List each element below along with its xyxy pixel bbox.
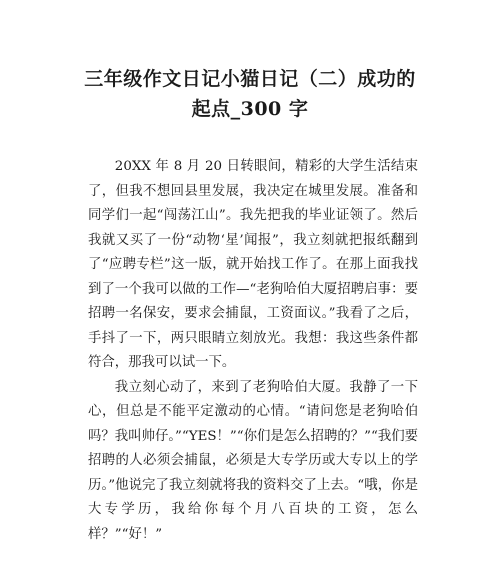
paragraph: 我立刻心动了，来到了老狗哈伯大厦。我静了一下心，但总是不能平定激动的心情。“请问您是老狗哈伯吗？我叫帅仔。”“YES！”“你们是怎么招聘的？”“我们要招聘的人必须会捕鼠，必须是大专学历或大专以上的学历。”他说完了我立刻就将我的资料交了上去。“哦，你是大专学历，我给你每个月八百块的工资，怎么样？”“好！” bbox=[88, 379, 418, 542]
paragraph: 20XX 年 8 月 20 日转眼间，精彩的大学生活结束了，但我不想回县里发展，我决定在城里发展。准备和同学们一起“闯荡江山”。我先把我的毕业证领了。然后我就又买了一份“动物‘星’闻报”，我立刻就把报纸翻到了“应聘专栏”这一版，就开始找工作了。在那上面我找到了一个我可以做的工作—“老狗哈伯大厦招聘启事：要招聘一名保安，要求会捕鼠，工资面议。”我看了之后，手抖了一下，两只眼睛立刻放光。我想：我这些条件都符合，那我可以试一下。 bbox=[88, 159, 418, 370]
document-title bbox=[0, 64, 500, 124]
document-body bbox=[88, 155, 418, 547]
title-line-2: 起点_300 字 bbox=[191, 98, 309, 120]
title-line-1: 三年级作文日记小猫日记（二）成功的 bbox=[84, 68, 416, 90]
